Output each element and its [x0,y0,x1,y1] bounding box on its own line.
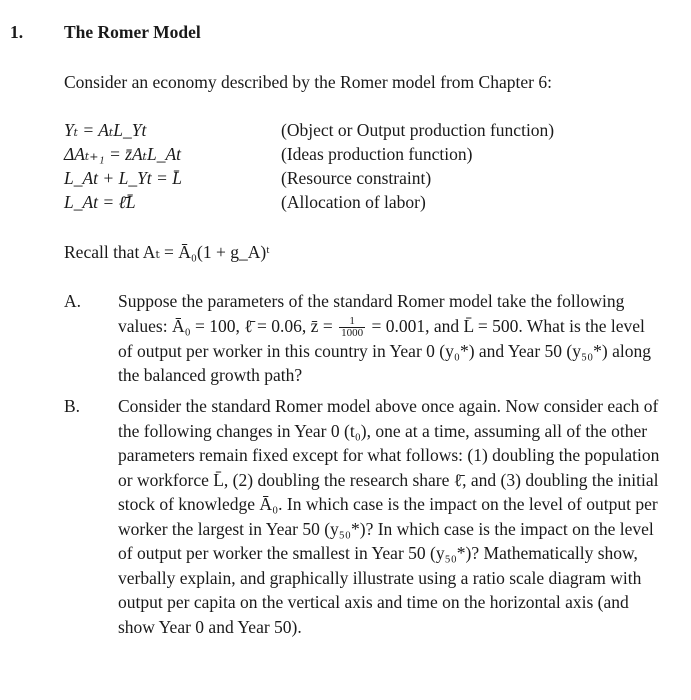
part-a-text-start: Suppose the parameters of the standard Romer model take the following values: Ā₀ = 100, ℓ̄ = 0.06, z̄ = [118,291,625,336]
intro-text: Consider an economy described by the Romer model from Chapter 6: [64,72,552,92]
equation-output-production: Yₜ = AₜL_Yt [64,120,147,140]
part-a-text [118,289,663,388]
equation-description: (Resource constraint) [281,168,432,188]
equation-allocation-of-labor: L_At = ℓ̄L̄ [64,192,136,212]
part-a-label: A. [64,291,82,311]
equation-ideas-production: ΔAₜ₊₁ = z̄AₜL_At [64,144,182,164]
equation-block [64,118,664,214]
equation-row [64,166,664,190]
question-number: 1. [10,22,24,42]
equation-description: (Allocation of labor) [281,192,426,212]
equation-row [64,118,664,142]
fraction [339,316,365,339]
question-title: The Romer Model [64,22,201,42]
equation-description: (Object or Output production function) [281,120,555,140]
fraction-denominator: 1000 [341,326,364,339]
equation-row [64,142,664,166]
part-b-text: Consider the standard Romer model above once again. Now consider each of the following changes in Year 0 (t₀), one at a time, assuming all of the other parameters remain fixed except for what follows: (1) doubling the population or workforce L̄, (2) doubling the research share ℓ̄, and (3) doubling the initial stock of knowledge Ā₀. In which case is the impact on the level of output per worker the largest in Year 50 (y₅₀*)? In which case is the impact on the level of output per worker the smallest in Year 50 (y₅₀*)? Mathematically show, verbally explain, and graphically illustrate using a ratio scale diagram with output per capita on the vertical axis and time on the horizontal axis (and show Year 0 and Year 50). [118,396,660,637]
fraction-numerator: 1 [339,316,365,328]
equation-row [64,190,664,214]
part-a-text-end: = 0.001, and L̄ = 500. What is the level of output per worker in this country in Year 0 (y₀*) and Year 50 (y₅₀*) along the balanced growth path? [118,315,652,386]
equation-resource-constraint: L_At + L_Yt = L̄ [64,168,182,188]
equation-description: (Ideas production function) [281,144,473,164]
part-b-label: B. [64,396,81,416]
recall-equation: Recall that Aₜ = Ā₀(1 + g_A)ᵗ [64,242,270,262]
